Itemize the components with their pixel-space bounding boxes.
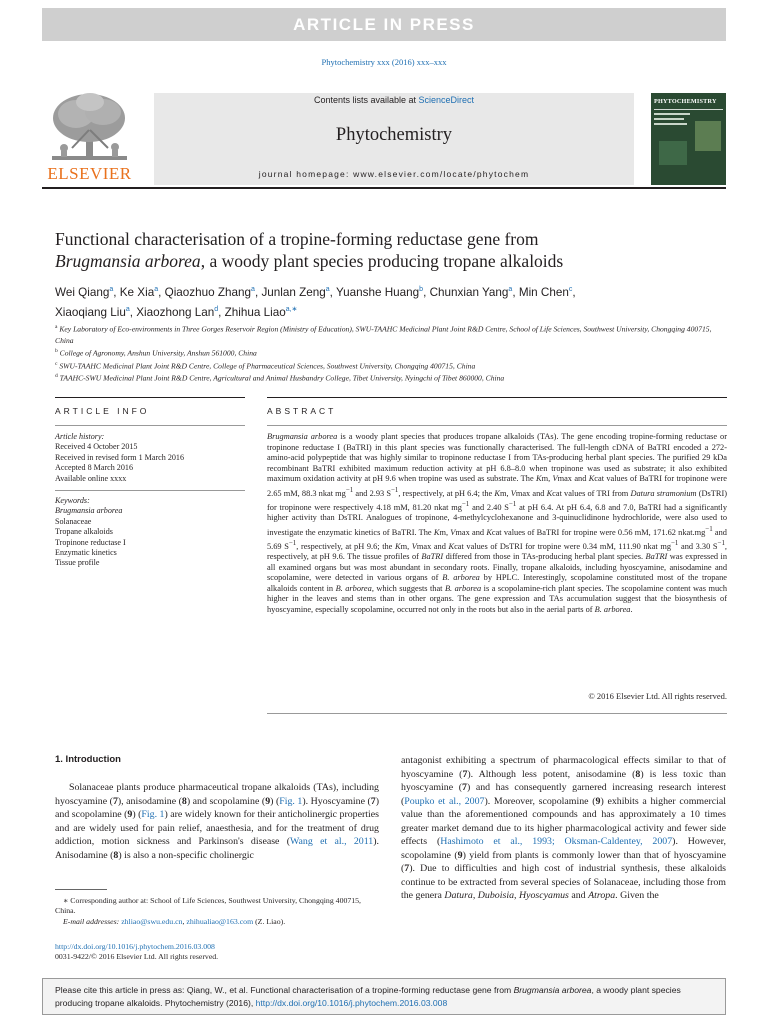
copyright-line: © 2016 Elsevier Ltd. All rights reserved. bbox=[588, 691, 727, 701]
journal-homepage[interactable]: journal homepage: www.elsevier.com/locate/phytochem bbox=[258, 169, 530, 179]
abstract-end-rule bbox=[267, 713, 727, 714]
author-list: Wei Qiang$^a$, Ke Xia$^a$, Qiaozhuo Zhang$^a$, Junlan Zeng$^a$, Yuanshe Huang$^b$, Chunxian Yang$^a$, Min Chen$^c$, Xiaoqiang Liu$^a$, Xiaozhong Lan$^d$, Zhihua Liao$^{a,∗}$ bbox=[55, 285, 576, 319]
history-online: Available online xxxx bbox=[55, 473, 127, 483]
citation-link[interactable]: Wang et al., 2011 bbox=[290, 836, 374, 847]
author-affiliation-marker[interactable]: a bbox=[508, 286, 513, 293]
cite-doi-link[interactable]: http://dx.doi.org/10.1016/j.phytochem.2016.03.008 bbox=[255, 997, 448, 1008]
publisher-name: ELSEVIER bbox=[47, 164, 132, 183]
affiliation-key: a bbox=[55, 324, 58, 330]
history-accepted: Accepted 8 March 2016 bbox=[55, 463, 133, 473]
intro-column-right: antagonist exhibiting a spectrum of pharmacological effects similar to that of hyoscyamine (7). Although less potent, anisodamine (8) is less toxic than hyoscyamine (7) and has consequently garnered increasing research interest (Poupko et al., 2007). Moreover, scopolamine (9) exhibits a higher commercial value than the aforementioned compounds and has approximately a 10 times greater market demand due to its higher pharmacological activity and fewer side effects (Hashimoto et al., 1993; Oksman-Caldentey, 2007). However, scopolamine (9) yield from plants is commonly lower than that of hyoscyamine (7). Due to difficulties and high cost of industrial synthesis, these alkaloids continue to be extracted from several species of Solanaceae, including those from the genera Datura, Duboisia, Hyoscyamus and Atropa. Given the bbox=[401, 755, 727, 901]
article-info-rule bbox=[55, 397, 245, 398]
history-received: Received 4 October 2015 bbox=[55, 442, 138, 452]
author-name[interactable]: Chunxian Yang bbox=[429, 285, 509, 299]
keyword: Solanaceae bbox=[55, 516, 92, 526]
affiliation-key: b bbox=[55, 347, 58, 354]
keyword: Tissue profile bbox=[55, 558, 100, 568]
footnote-rule bbox=[55, 889, 107, 890]
journal-reference[interactable]: Phytochemistry xxx (2016) xxx–xxx bbox=[321, 57, 447, 67]
journal-info-box bbox=[154, 93, 634, 185]
citation-link[interactable]: Poupko et al., 2007 bbox=[404, 795, 485, 807]
contents-prefix: Contents lists available at bbox=[313, 95, 419, 105]
affiliation-text: Key Laboratory of Eco-environments in Three Gorges Reservoir Region (Ministry of Education), SWU-TAAHC Medicinal Plant Joint R&D Centre, School of Life Sciences, Southwest University, Chongqing 400715, China bbox=[55, 324, 712, 345]
affiliation-item bbox=[55, 322, 715, 346]
author-affiliation-marker[interactable]: d bbox=[214, 305, 219, 313]
author-affiliation-marker[interactable]: a bbox=[154, 286, 159, 293]
author-affiliation-marker[interactable]: a bbox=[251, 286, 255, 293]
author-name[interactable]: Ke Xia bbox=[119, 285, 155, 299]
figure-link[interactable]: Fig. 1 bbox=[279, 795, 303, 807]
author-name[interactable]: Qiaozhuo Zhang bbox=[164, 285, 252, 299]
article-info-subrule bbox=[55, 425, 245, 426]
cover-title: PHYTOCHEMISTRY bbox=[654, 98, 717, 105]
cite-species: Brugmansia arborea bbox=[513, 985, 592, 995]
introduction-heading: 1. Introduction bbox=[55, 754, 121, 765]
article-in-press-banner: ARTICLE IN PRESS bbox=[42, 8, 726, 41]
email-suffix: (Z. Liao). bbox=[253, 916, 286, 926]
journal-cover-image bbox=[651, 93, 726, 185]
author-name[interactable]: Zhihua Liao bbox=[224, 305, 286, 319]
email-link[interactable]: zhihualiao@163.com bbox=[186, 916, 254, 926]
footnotes bbox=[55, 896, 379, 927]
keywords-label: Keywords: bbox=[55, 496, 90, 506]
corresponding-author-note: ∗ Corresponding author at: School of Life Sciences, Southwest University, Chongqing 400715, China. bbox=[55, 896, 362, 916]
title-species: Brugmansia arborea bbox=[55, 251, 201, 271]
doi-link[interactable]: http://dx.doi.org/10.1016/j.phytochem.2016.03.008 bbox=[55, 942, 215, 951]
cite-prefix: Please cite this article in press as: Qiang, W., et al. Functional characterisation of a tropine-forming reductase gene from bbox=[55, 985, 514, 995]
author-affiliation-marker[interactable]: a,∗ bbox=[285, 305, 298, 313]
abstract-subrule bbox=[267, 425, 727, 426]
affiliation-item bbox=[55, 346, 715, 359]
author-name[interactable]: Wei Qiang bbox=[55, 285, 110, 299]
issn-line: 0031-9422/© 2016 Elsevier Ltd. All rights reserved. bbox=[55, 952, 219, 962]
intro-column-left: Solanaceae plants produce pharmaceutical tropane alkaloids (TAs), including hyoscyamine (7), anisodamine (8) and scopolamine (9) (Fig. 1). Hyoscyamine (7) and scopolamine (9) (Fig. 1) are widely known for their anticholinergic properties and are widely used for pain relief, anaesthesia, and for the treatment of drug addiction, motion sickness and Parkinson's disease (Wang et al., 2011). Anisodamine (8) is also a non-specific cholinergic bbox=[55, 782, 380, 861]
abstract-heading: ABSTRACT bbox=[267, 406, 337, 416]
author-name[interactable]: Min Chen bbox=[518, 285, 569, 299]
history-revised: Received in revised form 1 March 2016 bbox=[55, 452, 185, 462]
author-name[interactable]: Xiaoqiang Liu bbox=[55, 305, 126, 319]
citation-link[interactable]: Hashimoto et al., 1993; Oksman-Caldentey, 2007 bbox=[440, 836, 673, 847]
author-name[interactable]: Junlan Zeng bbox=[261, 285, 326, 299]
affiliation-item bbox=[55, 359, 715, 372]
sciencedirect-link[interactable]: ScienceDirect bbox=[418, 95, 475, 105]
abstract-text: Brugmansia arborea is a woody plant species that produces tropane alkaloids (TAs). The gene encoding tropine-forming reductase or tropinone reductase I (BaTRI) in this plant species was functionally characterised. The full-length cDNA of BaTRI encoded a 272-amino-acid polypeptide that was highly similar to tropinone reductase I from TAs-producing herbal plant species. The purified 29 kDa recombinant BaTRI exhibited maximum reduction activity at pH 6.8–8.0 when tropinone was used as substrate; it also exhibited maximum oxidation activity at pH 9.6 when tropine was used as substrate. The Km, Vmax and Kcat values of BaTRI for tropinone were 2.65 mM, 88.3 nkat $mg^{-1}$ and 2.93 $S^{-1}$, respectively, at pH 6.4; the Km, Vmax and Kcat values of TRI from Datura stramonium (DsTRI) for tropinone were respectively 4.18 mM, 81.20 nkat $mg^{-1}$ and 2.40 $S^{-1}$ at pH 6.4. At pH 6.4, 6.8 and 7.0, BaTRI had a significantly higher activity than DsTRI. Analogues of tropinone, 4-methylcyclohexanone and 3-quinuclidinone hydrochloride, were also used to investigate the enzymatic kinetics of BaTRI. The Km, Vmax and Kcat values of BaTRI for tropine were 0.56 mM, 171.62 $nkat.mg^{-1}$ and 5.69 $S^{-1}$, respectively, at pH 9.6; the Km, Vmax and Kcat values of DsTRI for tropine were 0.34 mM, 111.90 nkat $mg^{-1}$ and 3.30 $S^{-1}$, respectively, at pH 9.6. The tissue profiles of BaTRI differed from those in TAs-producing herbal plant species. BaTRI was expressed in all examined organs but was most abundant in secondary roots. Finally, tropane alkaloids, including hyoscyamine, anisodamine and scopolamine, were detected in various organs of B. arborea by HPLC. Interestingly, scopolamine constituted most of the tropane alkaloids content in B. arborea, which suggests that B. arborea is a scopolamine-rich plant species. The scopolamine content was much higher in the leaves and stems than in other organs. The gene expression and TAs accumulation suggest that the biosynthesis of hyoscyamine, especially scopolamine, occurred not only in the roots but also in the aerial parts of B. arborea. bbox=[267, 432, 728, 614]
article-info-heading: ARTICLE INFO bbox=[55, 406, 150, 416]
keyword: Tropinone reductase I bbox=[55, 537, 126, 547]
title-line-1: Functional characterisation of a tropine-forming reductase gene from bbox=[55, 229, 539, 249]
figure-link[interactable]: Fig. 1 bbox=[141, 809, 165, 820]
affiliation-item bbox=[55, 371, 715, 384]
history-label: Article history: bbox=[55, 432, 105, 441]
elsevier-tree-logo bbox=[42, 90, 137, 186]
cite-middle: , a woody plant species producing tropane alkaloids. Phytochemistry (2016), bbox=[55, 985, 681, 1008]
author-affiliation-marker[interactable]: a bbox=[125, 305, 130, 313]
affiliation-text: College of Agronomy, Anshun University, Anshun 561000, China bbox=[59, 348, 257, 358]
affiliations bbox=[55, 322, 715, 384]
email-note: E-mail addresses: zhliao@swu.edu.cn, zhihualiao@163.com (Z. Liao). bbox=[63, 916, 286, 926]
affiliation-text: SWU-TAAHC Medicinal Plant Joint R&D Centre, College of Pharmaceutical Sciences, Southwest University, Chongqing 400715, China bbox=[59, 361, 476, 371]
journal-header bbox=[42, 87, 726, 187]
author-affiliation-marker[interactable]: c bbox=[568, 286, 573, 293]
article-title bbox=[55, 228, 715, 272]
contents-line bbox=[154, 95, 634, 105]
keyword: Brugmansia arborea bbox=[55, 506, 123, 516]
keyword: Enzymatic kinetics bbox=[55, 548, 117, 558]
keywords-rule bbox=[55, 490, 245, 491]
abstract-rule bbox=[267, 397, 727, 398]
author-affiliation-marker[interactable]: b bbox=[419, 286, 424, 293]
journal-name: Phytochemistry bbox=[335, 125, 453, 145]
author-affiliation-marker[interactable]: a bbox=[109, 286, 114, 293]
email-link[interactable]: zhliao@swu.edu.cn bbox=[121, 916, 183, 926]
author-name[interactable]: Yuanshe Huang bbox=[335, 285, 420, 299]
author-name[interactable]: Xiaozhong Lan bbox=[136, 305, 215, 319]
affiliation-key: d bbox=[55, 373, 58, 380]
citation-box bbox=[42, 978, 726, 1015]
header-rule bbox=[42, 187, 726, 189]
doi-block bbox=[55, 942, 455, 963]
affiliation-text: TAAHC-SWU Medicinal Plant Joint R&D Centre, Agricultural and Animal Husbandry College, Tibet University, Nyingchi of Tibet 860000, China bbox=[59, 373, 505, 383]
author-affiliation-marker[interactable]: a bbox=[325, 286, 330, 293]
article-info bbox=[55, 432, 245, 569]
email-label: E-mail addresses: bbox=[63, 916, 120, 926]
keyword: Tropane alkaloids bbox=[55, 527, 113, 537]
title-line-2: , a woody plant species producing tropane alkaloids bbox=[200, 251, 564, 271]
affiliation-key: c bbox=[55, 360, 58, 367]
